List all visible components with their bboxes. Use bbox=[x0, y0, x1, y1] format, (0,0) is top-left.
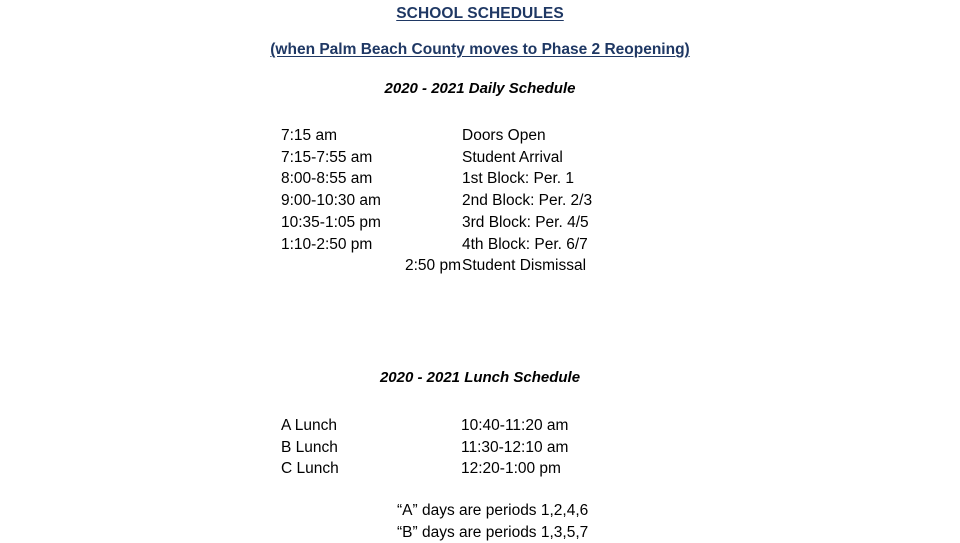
schedule-notes bbox=[397, 500, 588, 543]
daily-time-cell: 2:50 pm bbox=[404, 257, 461, 275]
lunch-label-cell: C Lunch bbox=[281, 460, 339, 478]
daily-schedule-heading: 2020 - 2021 Daily Schedule bbox=[384, 80, 576, 97]
lunch-label-cell: A Lunch bbox=[281, 417, 338, 434]
page-subtitle-text: (when Palm Beach County moves to Phase 2 Reopening) bbox=[270, 41, 690, 58]
table-row bbox=[281, 458, 568, 480]
daily-desc-cell: Student Arrival bbox=[462, 148, 563, 166]
page-subtitle bbox=[0, 41, 960, 59]
daily-desc-cell: Student Dismissal bbox=[462, 257, 587, 275]
daily-time-cell: 1:10-2:50 pm bbox=[281, 235, 373, 253]
daily-desc-cell: 4th Block: Per. 6/7 bbox=[462, 235, 588, 253]
table-row bbox=[281, 212, 592, 234]
table-row bbox=[281, 190, 592, 212]
daily-schedule-table bbox=[281, 125, 592, 277]
daily-desc-cell: 1st Block: Per. 1 bbox=[462, 170, 574, 188]
lunch-time-cell: 12:20-1:00 pm bbox=[461, 460, 561, 478]
lunch-schedule-heading: 2020 - 2021 Lunch Schedule bbox=[379, 369, 581, 386]
page-title-text: SCHOOL SCHEDULES bbox=[396, 5, 564, 22]
lunch-label-cell: B Lunch bbox=[281, 438, 338, 456]
note-a-days: “A” days are periods 1,2,4,6 bbox=[397, 502, 589, 519]
lunch-schedule-table bbox=[281, 415, 568, 480]
table-row bbox=[281, 437, 568, 459]
daily-desc-cell: 3rd Block: Per. 4/5 bbox=[462, 213, 589, 231]
table-row bbox=[281, 168, 592, 190]
table-row bbox=[281, 415, 568, 437]
daily-time-cell: 9:00-10:30 am bbox=[281, 192, 381, 210]
daily-time-cell: 8:00-8:55 am bbox=[281, 170, 373, 188]
daily-time-cell: 7:15-7:55 am bbox=[281, 148, 373, 166]
table-row bbox=[281, 234, 592, 256]
table-row bbox=[281, 255, 592, 277]
lunch-time-cell: 11:30-12:10 am bbox=[461, 438, 569, 456]
table-row bbox=[281, 147, 592, 169]
table-row bbox=[281, 125, 592, 147]
daily-time-cell: 7:15 am bbox=[281, 127, 338, 144]
page-title bbox=[0, 5, 960, 23]
daily-desc-cell: Doors Open bbox=[462, 127, 546, 144]
daily-desc-cell: 2nd Block: Per. 2/3 bbox=[462, 192, 593, 210]
note-b-days: “B” days are periods 1,3,5,7 bbox=[397, 523, 589, 541]
lunch-time-cell: 10:40-11:20 am bbox=[461, 417, 569, 434]
daily-time-cell: 10:35-1:05 pm bbox=[281, 213, 381, 231]
